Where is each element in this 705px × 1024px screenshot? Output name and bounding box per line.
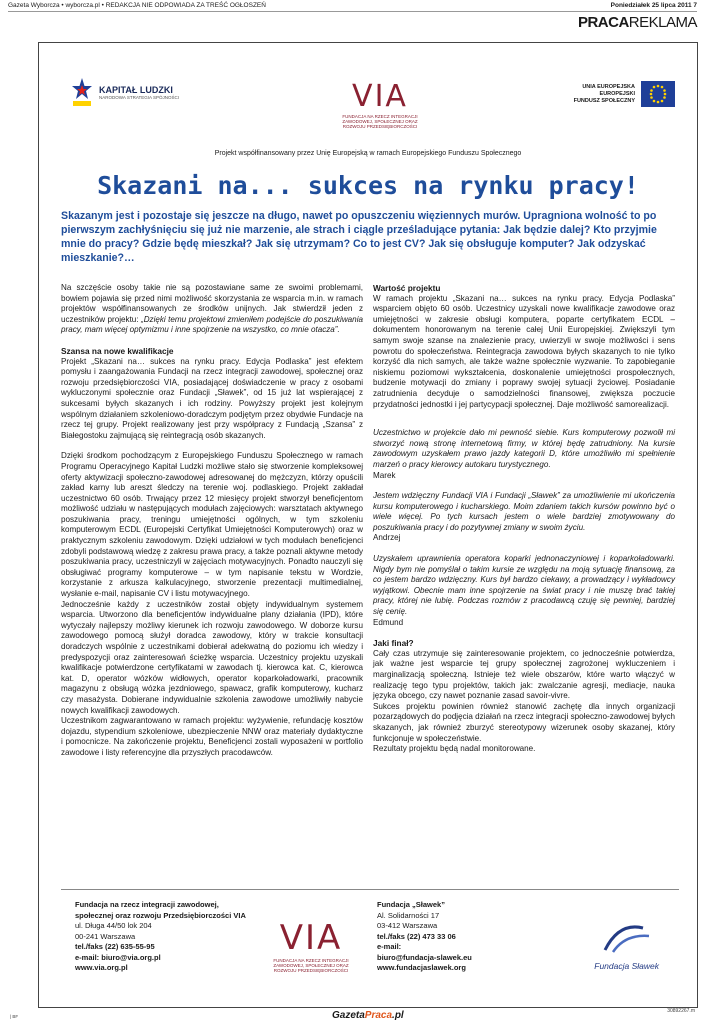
- gazetapraca-logo: [332, 1010, 404, 1021]
- via-website[interactable]: www.via.org.pl: [75, 963, 128, 972]
- paragraph: Dzięki środkom pochodzącym z Europejskiego Funduszu Społecznego w ramach Programu Operacyjnego Kapitał Ludzki możliwe stało się stworzenie kompleksowej oferty aktywizacji społeczno-zawodowej adresowanej do mężczyzn, którzy opuścili zakład karny lub areszt śledczy na terenie woj. podlaskiego. Projekt zakładał uczestnictwo 60 osób. Trwający przez 12 miesięcy projekt stworzył beneficjentom możliwość udziału w następujących modułach zajęciowych: warsztatach aktywnego poszukiwania pracy, treningu umiejętności ogólnych, w tym szkoleniu komputerowym ECDL (Europejski Certyfikat Umiejętności Komputerowych) oraz w praktycznym szkoleniu zawodowym. Dzięki udziałowi w tych modułach beneficjenci zdobyli podstawową wiedzę z zakresu prawa pracy, a także poznali aktywne metody poszukiwania pracy, uczestniczyli w zajęciach motywacyjnych. Ponadto nauczyli się obsługiwać programy komputerowe – w tym napisanie tekstu w Wordzie, korzystanie z arkusza kalkulacyjnego, stworzenie prezentacji multimedialnej, wysłanie e-mail, napisanie CV i listu motywacyjnego.: [61, 451, 363, 599]
- paragraph: Rezultaty projektu będą nadal monitorowane.: [373, 744, 536, 754]
- eu-line-2: EUROPEJSKI: [599, 90, 635, 97]
- slawek-email-label: e-mail:: [377, 942, 402, 951]
- via-name-line-1: Fundacja na rzecz integracji zawodowej,: [75, 900, 219, 909]
- left-column: [61, 283, 363, 759]
- paragraph: Uczestnikom zagwarantowano w ramach projektu: wyżywienie, refundację kosztów dojazdu, stypendium szkoleniowe, ubezpieczenie NNW oraz materiały dydaktyczne i pomocnicze. Na zakończenie projektu, Beneficjenci zostali wyposażeni w portfolio zawodowe i listy referencyjne dla przyszłych pracodawców.: [61, 716, 363, 757]
- slawek-phone: tel./faks (22) 473 33 06: [377, 931, 456, 941]
- testimonial-author: Andrzej: [373, 533, 401, 543]
- testimonial-quote: Uczestnictwo w projekcie dało mi pewność siebie. Kurs komputerowy pozwolił mi stworzyć nową stronę internetową firmy, w której będę zatrudniony. Na kursie zawodowym uzyskałem prawo jazdy kategorii D, które umożliwiło mi spełnienie marzeń o pracy kierowcy autokaru turystycznego.: [373, 428, 675, 469]
- slawek-name: Fundacja „Sławek”: [377, 900, 445, 909]
- gp-pl: .pl: [392, 1010, 404, 1021]
- via-street: ul. Długa 44/50 lok 204: [75, 921, 152, 930]
- via-wordmark: VIA: [352, 79, 408, 114]
- footer-via-wordmark: VIA: [279, 918, 343, 958]
- paragraph: Projekt „Skazani na… sukces na rynku pracy. Edycja Podlaska” jest efektem pomysłu i zaangażowania Fundacji na rzecz integracji zawodowej, społecznej oraz rozwoju przedsiębiorczości VIA, posiadającej doświadczenie w pracy z osobami wykluczonymi społecznie oraz Fundacji „Sławek”, od 15 już lat wspierającej z sukcesami byłych skazanych i ich rodziny. Powyższy projekt jest kolejnym wspólnym działaniem szkoleniowo-doradczym podjętym przez obydwie Fundacje na rzecz tej grupy. Projekt realizowany jest przy współpracy z Fundacją „Szansa” z Białegostoku zajmującą się reintegracją osób skazanych.: [61, 356, 363, 440]
- footer-via-tagline: FUNDACJA NA RZECZ INTEGRACJI ZAWODOWEJ, SPOŁECZNEJ ORAZ ROZWOJU PRZEDSIĘBIORCZOŚCI: [273, 958, 349, 973]
- intro-quote: „Dzięki temu projektowi zmieniłem podejście do poszukiwania pracy, mam więcej optymizmu i inne spojrzenie na wszystko, co mnie otacza”.: [61, 314, 363, 335]
- via-tagline: FUNDACJA NA RZECZ INTEGRACJI ZAWODOWEJ, SPOŁECZNEJ ORAZ ROZWOJU PRZEDSIĘBIORCZOŚCI: [342, 114, 418, 129]
- paragraph: W ramach projektu „Skazani na… sukces na rynku pracy. Edycja Podlaska” wsparciem objęto 60 osób. Uczestnicy uzyskali nowe kwalifikacje zawodowe oraz umiejętności w zakresie obsługi komputera, poparte certyfikatem ECDL – dokumentem honorowanym na terenie całej Unii Europejskiej. Zwiększyli tym samym swoje szanse na znalezienie pracy, uwierzyli w swoje możliwości i sens powrotu do społeczeństwa. Reintegracja zawodowa byłych skazanych to nie tylko korzyść dla nich samych, ale także ważne społecznie wyzwanie. To zapobieganie niskiemu poziomowi wykształcenia, doskonalenie umiejętności prospołecznych, budzenie motywacji do zmiany i poprawy swojej sytuacji życiowej. Posiadanie zatrudnienia decyduje o samodzielności finansowej, zwiększa poczucie przydatności jednostki i jej partycypacji społecznej. Daje możliwość samorealizacji.: [373, 293, 675, 409]
- brand-bold: PRACA: [577, 14, 629, 31]
- slawek-city: 03-412 Warszawa: [377, 921, 438, 930]
- gp-praca: Praca: [364, 1010, 393, 1021]
- ad-code: 30892267.m: [667, 1008, 695, 1014]
- slawek-logo: [594, 920, 659, 971]
- paragraph: Cały czas utrzymuje się zainteresowanie projektem, co jednocześnie potwierdza, jak ważne jest wsparcie tej grupy społecznej zagrożonej wykluczeniem i marginalizacją społeczną. Istnieje też wiele obszarów, które warto włączyć w realizację tego typu projektów, takich jak: zwalczanie agresji, mediacje, nauka języka obcego, czy nawet poznanie zasad savoir-vivre.: [373, 648, 675, 701]
- kl-subtitle: NARODOWA STRATEGIA SPÓJNOŚCI: [99, 94, 180, 100]
- testimonial-author: Edmund: [373, 617, 404, 627]
- via-logo: [335, 79, 425, 129]
- eu-text: [574, 84, 635, 105]
- eu-line-3: FUNDUSZ SPOŁECZNY: [573, 97, 635, 104]
- eu-flag-icon: [641, 81, 675, 107]
- lead-paragraph: Skazanym jest i pozostaje się jeszcze na długo, nawet po opuszczeniu więziennych murów. Upragniona wolność to po pierwszym zachłyśnięciu się już nie marzenie, ale strach i ciągle prześladujące pytania: Jak będzie dalej? Kto przyjmie mnie do pracy? Gdzie będę mieszkał? Jak się utrzymam? Co to jest CV? Jak się obsługuje komputer? Jak odzyskać mieszkanie?…: [61, 210, 657, 264]
- bf-mark: | BF: [10, 1014, 19, 1019]
- top-bar: [8, 0, 697, 12]
- contact-footer: [61, 889, 679, 993]
- advertisement-frame: [38, 42, 698, 1008]
- testimonial-quote: Uzyskałem uprawnienia operatora koparki jednonaczyniowej i koparkoładowarki. Nigdy bym nie pomyślał o takim kursie ze względu na moją sytuację finansową, za co jestem bardzo wdzięczny. Kurs był bardzo ciekawy, a prowadzący i wykładowcy wyjątkowi. Obecnie mam inne spojrzenie na świat pracy i nie muszę brać takiej pracy, której nie lubię. Podczas rozmów z pracodawcą czuję się pewniej, bardziej się cenię.: [373, 554, 675, 617]
- section-brand: [578, 14, 697, 31]
- masthead-info: Gazeta Wyborcza • wyborcza.pl • REDAKCJA NIE ODPOWIADA ZA TREŚĆ OGŁOSZEŃ: [8, 2, 266, 9]
- eu-logo: [574, 81, 675, 107]
- gp-gazeta: Gazeta: [332, 1010, 365, 1021]
- via-city: 00-241 Warszawa: [75, 931, 136, 941]
- testimonial-quote: Jestem wdzięczny Fundacji VIA i Fundacji „Sławek” za umożliwienie mi ukończenia kursu komputerowego i kucharskiego. Moim zdaniem takich kursów powinno być o wiele więcej. Po tych kursach jestem o wiele bardziej zmotywowany do poszukiwania pracy i do pozytywnej zmiany w swoim życiu.: [373, 491, 675, 532]
- testimonial-author: Marek: [373, 470, 396, 480]
- right-column: [373, 283, 675, 755]
- footer-via-logo: [265, 918, 357, 973]
- via-contact: [75, 900, 246, 974]
- via-phone: tel./faks (22) 635-55-95: [75, 942, 155, 951]
- kapital-ludzki-logo: [71, 77, 179, 107]
- subheading-final: Jaki finał?: [373, 638, 414, 649]
- eu-line-1: UNIA EUROPEJSKA: [582, 83, 635, 90]
- slawek-street: Al. Solidarności 17: [377, 910, 440, 920]
- cofinancing-note: Projekt współfinansowany przez Unię Europejską w ramach Europejskiego Funduszu Społecznego: [214, 150, 522, 157]
- paragraph: Jednocześnie każdy z uczestników został objęty indywidualnym systemem wsparcia. Utworzono dla beneficjentów indywidualne plany działania (IPD), które wytyczały najlepszy możliwy kierunek ich rozwoju zawodowego. W doborze kursu zawodowego pomocą służył doradca zawodowy, który w trakcie konsultacji doradczych wspólnie z uczestnikami dobierał adekwatną do poziomu ich wiedzy i predyspozycji oraz zainteresowań ścieżkę wsparcia. Uczestnicy projektu uzyskali kwalifikacje potwierdzone certyfikatami w zawodach tj. kierowca kat. C, kierowca kat. D, operator wózków widłowych, operator koparkoładowarki, pracownik magazynu z obsługą wózka jezdniowego, spawacz, grafik komputerowy, kucharz czy masażysta. Dobierane indywidualnie szkolenia zawodowe umożliwiły nabycie nowych kwalifikacji zawodowych.: [61, 599, 363, 715]
- kl-title: KAPITAŁ LUDZKI: [99, 84, 173, 95]
- via-email[interactable]: e-mail: biuro@via.org.pl: [75, 952, 161, 962]
- intro-paragraph: [61, 283, 363, 336]
- page-footer: [0, 1008, 705, 1024]
- slawek-emblem-icon: [599, 920, 655, 956]
- via-name-line-2: społecznej oraz rozwoju Przedsiębiorczości VIA: [75, 910, 246, 920]
- slawek-logo-text: Fundacja Sławek: [594, 961, 659, 971]
- slawek-contact: [377, 900, 472, 974]
- paragraph: Sukces projektu powinien również stanowić zachętę dla innych organizacji pozarządowych do podjęcia działań na rzecz integracji społeczno-zawodowej byłych skazanych, jak również zburzyć stereotypowy wizerunek osoby skazanej, który funkcjonuje w społeczeństwie.: [373, 701, 675, 743]
- page-date: Poniedziałek 25 lipca 2011 7: [610, 2, 697, 9]
- headline: Skazani na... sukces na rynku pracy!: [97, 171, 639, 200]
- logo-row: [39, 43, 697, 151]
- kapital-ludzki-emblem-icon: [71, 77, 93, 107]
- subheading-new-qualifications: Szansa na nowe kwalifikacje: [61, 345, 174, 356]
- slawek-email[interactable]: biuro@fundacja-slawek.eu: [377, 952, 472, 962]
- intro-text: Na szczęście osoby takie nie są pozostawiane same ze swoimi problemami, bowiem pojawia się przed nimi możliwość skorzystania ze wsparcia m.in. w ramach projektów współfinansowanych ze środków unijnych. Jak stwierdził jeden z uczestników projektu:: [61, 283, 363, 324]
- slawek-website[interactable]: www.fundacjaslawek.org: [377, 963, 466, 972]
- brand-light: REKLAMA: [628, 14, 697, 31]
- subheading-project-value: Wartość projektu: [373, 283, 441, 293]
